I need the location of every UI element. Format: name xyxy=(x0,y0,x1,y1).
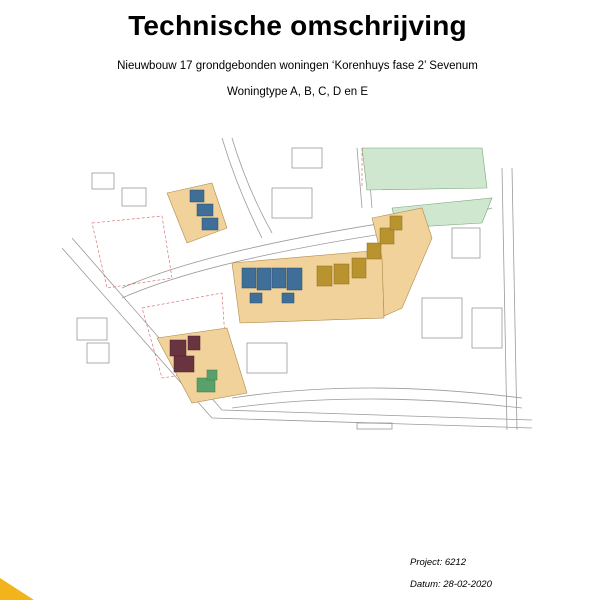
housing-types-line: Woningtype A, B, C, D en E xyxy=(226,86,369,98)
document-title: Technische omschrijving xyxy=(128,10,467,41)
document-date: Datum: 28-02-2020 xyxy=(410,579,492,590)
site-plan-map xyxy=(62,128,532,430)
accent-corner-shape xyxy=(0,578,34,600)
green-strip xyxy=(362,148,487,190)
document-subtitle: Nieuwbouw 17 grondgebonden woningen ‘Korenhuys fase 2’ Sevenum xyxy=(117,60,478,72)
project-number: Project: 6212 xyxy=(410,557,466,568)
houses-type-blue xyxy=(190,190,302,303)
